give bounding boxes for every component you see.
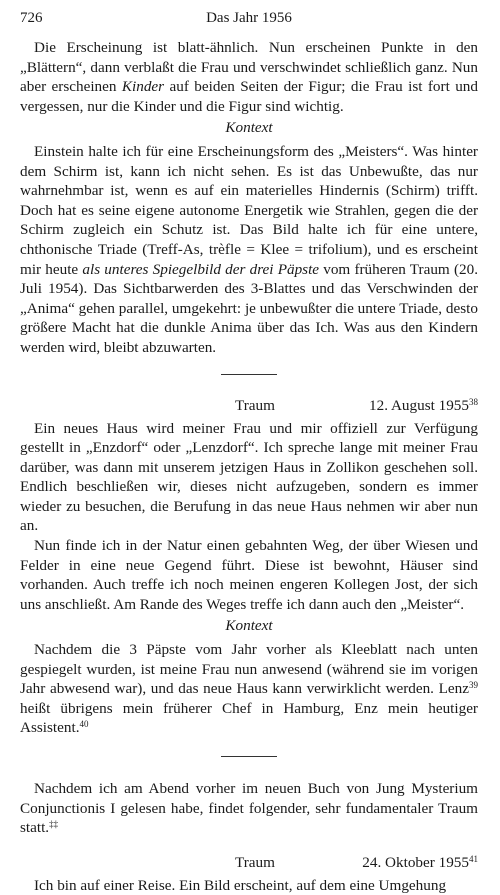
dream-heading-2 bbox=[20, 854, 478, 874]
paragraph-6 bbox=[20, 779, 478, 838]
paragraph-2 bbox=[20, 142, 478, 358]
paragraph-1 bbox=[20, 38, 478, 116]
footnote-ref-40[interactable]: 40 bbox=[79, 719, 89, 730]
paragraph-5-mid: heißt übrigens mein früherer Chef in Hamburg, Enz mein heutiger Assistent. bbox=[20, 699, 478, 737]
paragraph-1-emphasis: Kinder bbox=[121, 78, 165, 96]
paragraph-5-text: Nachdem die 3 Päpste vom Jahr vorher als Kleeblatt nach unten gespiegelt wurden, ist meine Frau nun anwesend (während sie im vorigen Jahr abwesend war), und das neue Haus kann verwirklicht werden. Lenz bbox=[20, 641, 478, 698]
page-body bbox=[20, 38, 478, 895]
dream-date-1-text: 12. August 1955 bbox=[369, 396, 469, 414]
paragraph-4: Nun finde ich in der Natur einen gebahnten Weg, der über Wiesen und Felder in eine neue Gegend führt. Diese ist bewohnt, Häuser sind vorhanden. Auch treffe ich noch meinen engeren Kollegen Jost, der sich uns anschließt. Am Rande des Weges treffe ich dann auch den „Meister“. bbox=[20, 537, 478, 613]
footnote-ref-41[interactable]: 41 bbox=[469, 853, 478, 864]
paragraph-1-text: Die Erscheinung ist blatt-ähnlich. Nun erscheinen Punkte in den „Blättern“, dann verblaßt die Frau und verschwindet schließlich ganz. Nun aber erscheinen bbox=[20, 39, 478, 96]
footnote-ref-39[interactable]: 39 bbox=[469, 680, 478, 691]
context-heading-2: Kontext bbox=[225, 617, 273, 635]
paragraph-2-text: Einstein halte ich für eine Erscheinungsform des „Meisters“. Was hinter dem Schirm ist, kann ich nicht sehen. Es ist das Unbewußte, das nur wahrnehmbar ist, wenn es auf ein materielles Hindernis (Schirm) trifft. Doch hat es seine eigene autonome Energetik wie Strahlen, gegen die der Schirm zugleich ein Schutz ist. Das Bild halte ich für eine untere, chthonische Triade (Treff-As, trèfle = Klee = trifolium), und es erscheint mir heute bbox=[20, 142, 478, 278]
context-heading-1: Kontext bbox=[225, 119, 273, 137]
paragraph-7: Ich bin auf einer Reise. Ein Bild erscheint, auf dem eine Umgehung bbox=[34, 876, 447, 894]
dream-heading-1 bbox=[20, 397, 478, 417]
dream-date-2 bbox=[362, 854, 478, 872]
page-number: 726 bbox=[20, 10, 43, 26]
footnote-ref-38[interactable]: 38 bbox=[469, 396, 478, 407]
paragraph-6-text: Nachdem ich am Abend vorher im neuen Buch von Jung Mysterium Conjunctionis I gelesen habe, findet folgender, sehr fundamentaler Traum statt. bbox=[20, 780, 478, 837]
running-title: Das Jahr 1956 bbox=[206, 10, 292, 26]
paragraph-3: Ein neues Haus wird meiner Frau und mir offiziell zur Verfügung gestellt in „Enzdorf“ oder „Lenzdorf“. Ich spreche lange mit meiner Frau darüber, was dann mit unserem jetzigen Haus in Zollikon geschehen soll. Endlich beschließen wir, dieses nicht aufzugeben, sondern es immer wieder zu besuchen, die Berufung in das neue Haus nehmen wir aber nun an. bbox=[20, 419, 478, 535]
section-divider-2 bbox=[221, 756, 277, 757]
dream-date-2-text: 24. Oktober 1955 bbox=[362, 853, 469, 871]
footnote-ref-double-dagger[interactable]: ‡‡ bbox=[49, 819, 59, 830]
dream-label-2: Traum bbox=[235, 853, 275, 871]
paragraph-1-tail: auf beiden Seiten der Figur; die Frau ist fort und vergessen, nur die Kinder und die Figur sind wichtig. bbox=[20, 78, 478, 115]
dream-label-1: Traum bbox=[235, 396, 275, 414]
dream-date-1 bbox=[369, 397, 478, 415]
paragraph-2-emphasis: als unteres Spiegelbild der drei Päpste bbox=[82, 260, 320, 278]
paragraph-5 bbox=[20, 640, 478, 738]
section-divider-1 bbox=[221, 374, 277, 375]
paragraph-2-tail: vom früheren Traum (20. Juli 1954). Das Sichtbarwerden des 3-Blattes und das Verschwinden der „Anima“ gehen parallel, umgekehrt: je unbewußter die untere Triade, desto größere Macht hat die dunkle Anima über das Ich. Was aus den Kindern werden wird, bleibt abzuwarten. bbox=[20, 260, 478, 356]
